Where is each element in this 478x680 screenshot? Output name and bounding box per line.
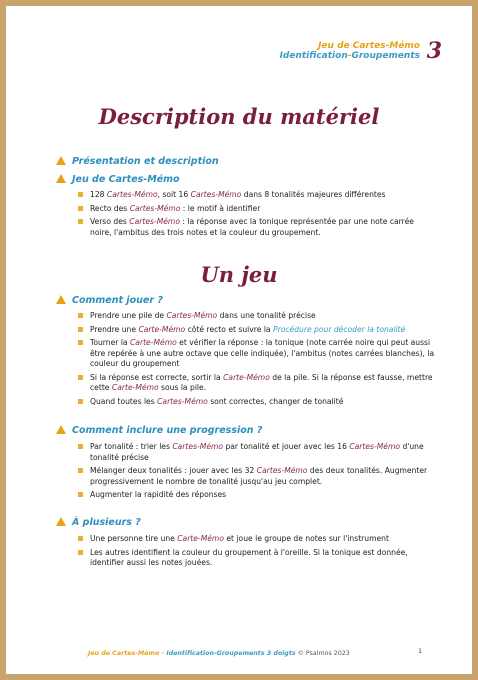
header-block: [280, 41, 420, 61]
list-item: Verso des Cartes-Mémo : la réponse avec la tonique représentée par une note carrée noire, l'ambitus des trois notes et la couleur du groupement.: [78, 217, 436, 238]
list-progression: [78, 442, 436, 504]
section-heading-jeu: Jeu de Cartes-Mémo: [56, 174, 180, 185]
list-item: Par tonalité : trier les Cartes-Mémo par tonalité et jouer avec les 16 Cartes-Mémo d'une tonalité précise: [78, 442, 436, 463]
section-heading-comment-jouer: Comment jouer ?: [56, 295, 163, 306]
list-item: Prendre une pile de Cartes-Mémo dans une tonalité précise: [78, 311, 436, 322]
list-item: Augmenter la rapidité des réponses: [78, 490, 436, 501]
warning-triangle-icon: [56, 174, 66, 183]
header-subtitle-a: Identification: [279, 51, 348, 61]
list-item: Une personne tire une Carte-Mémo et joue le groupe de notes sur l'instrument: [78, 534, 436, 545]
warning-triangle-icon: [56, 425, 66, 434]
list-item: Mélanger deux tonalités : jouer avec les 32 Cartes-Mémo des deux tonalités. Augmenter progressivement le nombre de tonalité jusqu'au jeu complet.: [78, 466, 436, 487]
warning-triangle-icon: [56, 295, 66, 304]
section-heading-a-plusieurs: À plusieurs ?: [56, 517, 141, 528]
section-heading-progression: Comment inclure une progression ?: [56, 425, 262, 436]
list-item: Tourner la Carte-Mémo et vérifier la réponse : la tonique (note carrée noire qui peut aussi être repérée à une autre octave que celle indiquée), l'ambitus (notes carrées blanches), la couleur du groupement: [78, 338, 436, 370]
list-item: Recto des Cartes-Mémo : le motif à identifier: [78, 204, 436, 215]
header-subtitle: [280, 51, 420, 61]
page-title: Description du matériel: [98, 104, 380, 129]
section-title-un-jeu: Un jeu: [200, 262, 278, 287]
list-item: Quand toutes les Cartes-Mémo sont correctes, changer de tonalité: [78, 397, 436, 408]
header-subtitle-b: Groupements: [351, 51, 420, 61]
list-jeu: [78, 190, 436, 241]
page-footer: Jeu de Cartes-Mémo - Identification-Groupements 3 doigts © Psalmos 2023: [88, 650, 350, 657]
warning-triangle-icon: [56, 517, 66, 526]
list-item: Prendre une Carte-Mémo côté recto et suivre la Procédure pour décoder la tonalité: [78, 325, 436, 336]
document-page: [6, 6, 472, 674]
list-item: Les autres identifient la couleur du groupement à l'oreille. Si la tonique est donnée, identifier aussi les notes jouées.: [78, 548, 436, 569]
list-item: 128 Cartes-Mémo, soit 16 Cartes-Mémo dans 8 tonalités majeures différentes: [78, 190, 436, 201]
warning-triangle-icon: [56, 156, 66, 165]
list-item: Si la réponse est correcte, sortir la Carte-Mémo de la pile. Si la réponse est fausse, mettre cette Carte-Mémo sous la pile.: [78, 373, 436, 394]
page-number: 1: [418, 647, 423, 655]
header-number: 3: [426, 38, 442, 64]
list-a-plusieurs: [78, 534, 436, 572]
section-heading-presentation: Présentation et description: [56, 156, 219, 167]
header-subtitle-dash: -: [347, 51, 352, 61]
procedure-link[interactable]: Procédure pour décoder la tonalité: [273, 324, 406, 334]
list-comment-jouer: [78, 311, 436, 410]
header-game-title: Jeu de Cartes-Mémo: [318, 41, 420, 51]
